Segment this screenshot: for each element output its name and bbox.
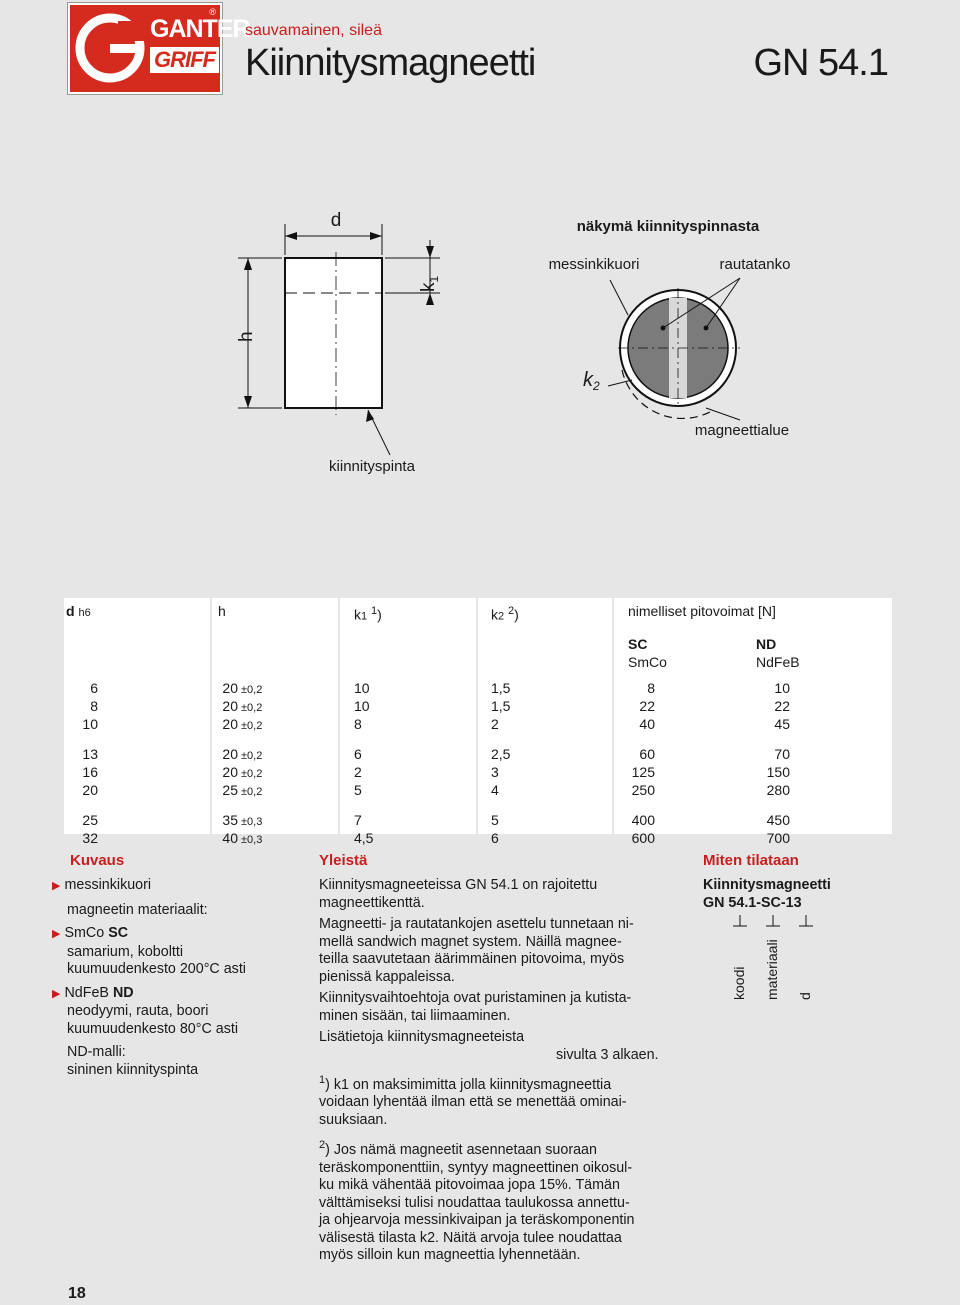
ndfeb-temp: kuumuudenkesto 80°C asti: [67, 1020, 239, 1037]
table-cell-h: 20: [222, 716, 238, 732]
ganter-griff-logo: [68, 3, 250, 94]
col-header-force: nimelliset pitovoimat [N]: [628, 603, 776, 619]
table-cell-k2: 1,5: [491, 680, 511, 696]
product-code: GN 54.1: [753, 42, 888, 84]
table-cell-nd: 45: [774, 716, 790, 732]
bullet-arrow-icon: ▶: [52, 880, 61, 892]
table-cell-htol: ±0,2: [241, 786, 263, 798]
order-label-code: koodi: [731, 966, 747, 1000]
magnet-area-label: magneettialue: [694, 422, 790, 439]
footnote-2: $^2$) Jos nämä magneetit asennetaan suoraan teräskomponenttiin, syntyy magneettinen oikosul- ku mikä vähentää pitovoimaa jopa 15%. Tämän välttämiseksi tulisi noudattaa taulukossa annettu- ja ohjearvoja messinkivaipan ja teräskomponentin välisestä tilasta k2. Näitä arvoja tulee noudattaa myös silloin kun magneettia lyhennetään.: [319, 1139, 635, 1264]
general-section: [319, 852, 675, 1265]
product-title: Kiinnitysmagneetti: [245, 42, 536, 84]
smco-temp: kuumuudenkesto 200°C asti: [67, 961, 246, 977]
table-cell-d: 32: [82, 830, 98, 846]
bullet-arrow-icon: ▶: [52, 987, 61, 1000]
col-header-sc-material: SmCo: [628, 654, 667, 670]
paragraph: Magneetti- ja rautatankojen asettelu tunnetaan ni- mellä sandwich magnet system. Näillä magnee- teilla saavutetaan äärimmäinen pitovoima, myös pienissä kappaleissa.: [319, 916, 634, 985]
dim-k2-label: $k_2$: [583, 369, 600, 393]
table-cell-k1: 10: [354, 698, 370, 714]
technical-drawing: [0, 200, 960, 490]
table-cell-k1: 7: [354, 812, 362, 828]
table-cell-nd: 10: [774, 680, 790, 696]
bullet-arrow-icon: ▶: [52, 928, 61, 940]
order-code-example: GN 54.1-SC-13: [703, 894, 802, 911]
table-cell-k1: 6: [354, 746, 362, 762]
list-item: ▶ NdFeB ND: [52, 984, 134, 1001]
description-section: [52, 852, 292, 1079]
table-cell-nd: 700: [766, 830, 790, 846]
registered-mark: ®: [209, 7, 216, 17]
table-cell-htol: ±0,2: [241, 720, 263, 732]
logo-word-griff: GRIFF: [150, 47, 219, 73]
col-header-k1: k1 $^1$): [354, 605, 382, 623]
table-cell-h: 20: [222, 680, 238, 696]
table-cell-k1: 4,5: [354, 830, 374, 846]
table-cell-d: 10: [82, 716, 98, 732]
table-cell-h: 20: [222, 746, 238, 762]
product-subtitle: sauvamainen, sileä: [245, 22, 382, 39]
table-cell-h: 20: [222, 698, 238, 714]
table-cell-htol: ±0,2: [241, 684, 263, 696]
col-header-nd-material: NdFeB: [756, 654, 800, 670]
brass-shell-label: messinkikuori: [548, 256, 640, 273]
clamp-surface-label: kiinnityspinta: [329, 458, 415, 475]
table-cell-sc: 600: [631, 830, 655, 846]
dim-k1-label: $k_1$: [418, 275, 441, 292]
table-cell-k2: 5: [491, 812, 499, 828]
view-title: näkymä kiinnityspinnasta: [576, 218, 760, 235]
table-cell-k1: 8: [354, 716, 362, 732]
table-cell-k2: 3: [491, 764, 499, 780]
table-cell-nd: 280: [766, 782, 790, 798]
description-heading: Kuvaus: [70, 852, 125, 869]
table-cell-sc: 125: [631, 764, 655, 780]
table-cell-d: 8: [90, 698, 98, 714]
smco-desc: samarium, koboltti: [67, 943, 184, 960]
col-header-sc: SC: [628, 636, 648, 652]
table-cell-nd: 450: [766, 812, 790, 828]
order-name: Kiinnitysmagneetti: [703, 877, 831, 893]
table-cell-k1: 5: [354, 782, 362, 798]
table-cell-k2: 2: [491, 716, 499, 732]
table-cell-k2: 1,5: [491, 698, 511, 714]
list-item: ▶ SmCo SC: [52, 925, 129, 941]
col-header-nd: ND: [756, 636, 777, 652]
table-cell-htol: ±0,2: [241, 768, 263, 780]
table-cell-d: 25: [82, 812, 98, 828]
table-cell-k2: 4: [491, 782, 499, 798]
ndfeb-desc: neodyymi, rauta, boori: [67, 1003, 209, 1019]
dim-h-label: h: [236, 331, 257, 342]
magnet-body-side-view: [285, 258, 382, 408]
table-cell-d: 13: [82, 746, 98, 762]
materials-label: magneetin materiaalit:: [67, 901, 208, 918]
table-cell-k1: 10: [354, 680, 370, 696]
order-label-material: materiaali: [764, 939, 780, 1000]
list-item: ▶ messinkikuori: [52, 877, 152, 893]
table-cell-sc: 250: [631, 782, 655, 798]
table-cell-k1: 2: [354, 764, 362, 780]
table-cell-nd: 70: [774, 746, 790, 762]
order-section: [703, 852, 903, 1012]
paragraph: Kiinnitysmagneeteissa GN 54.1 on rajoitettu magneettikenttä.: [319, 877, 598, 911]
table-cell-nd: 22: [774, 698, 790, 714]
general-heading: Yleistä: [319, 852, 368, 869]
paragraph: Lisätietoja kiinnitysmagneeteista sivulta 3 alkaen.: [319, 1029, 659, 1063]
paragraph: Kiinnitysvaihtoehtoja ovat puristaminen ja kutista- minen sisään, tai liimaaminen.: [319, 990, 632, 1024]
table-cell-sc: 60: [639, 746, 655, 762]
table-cell-d: 20: [82, 782, 98, 798]
dimensions-table: [64, 598, 892, 846]
table-cell-sc: 8: [647, 680, 655, 696]
table-cell-h: 40: [222, 830, 238, 846]
col-header-d: d h6: [66, 603, 91, 619]
table-cell-k2: 6: [491, 830, 499, 846]
steel-bar-label: rautatanko: [719, 256, 791, 273]
page-number: 18: [68, 1285, 86, 1302]
dim-d-label: d: [330, 210, 342, 231]
table-cell-htol: ±0,3: [241, 834, 263, 846]
footnote-1: $^1$) k1 on maksimimitta jolla kiinnitysmagneettia voidaan lyhentää ilman että se menettää ominai- suuksiaan.: [319, 1074, 627, 1128]
logo-word-ganter: GANTER: [150, 15, 250, 43]
table-cell-d: 16: [82, 764, 98, 780]
table-cell-sc: 22: [639, 698, 655, 714]
nd-model-label: ND-malli:: [67, 1044, 126, 1060]
order-heading: Miten tilataan: [703, 852, 799, 869]
order-label-d: d: [797, 992, 813, 1000]
table-cell-h: 20: [222, 764, 238, 780]
table-cell-d: 6: [90, 680, 98, 696]
table-cell-h: 35: [222, 812, 238, 828]
table-cell-k2: 2,5: [491, 746, 511, 762]
table-cell-htol: ±0,2: [241, 750, 263, 762]
table-cell-sc: 40: [639, 716, 655, 732]
table-cell-nd: 150: [766, 764, 790, 780]
col-header-h: h: [218, 603, 226, 619]
table-cell-htol: ±0,3: [241, 816, 263, 828]
col-header-k2: k2 $^2$): [491, 605, 519, 623]
nd-model-desc: sininen kiinnityspinta: [67, 1061, 199, 1078]
logo-g-mark-icon: [74, 11, 146, 86]
table-cell-h: 25: [222, 782, 238, 798]
table-cell-sc: 400: [631, 812, 655, 828]
order-code-ticks: [703, 914, 823, 934]
table-cell-htol: ±0,2: [241, 702, 263, 714]
